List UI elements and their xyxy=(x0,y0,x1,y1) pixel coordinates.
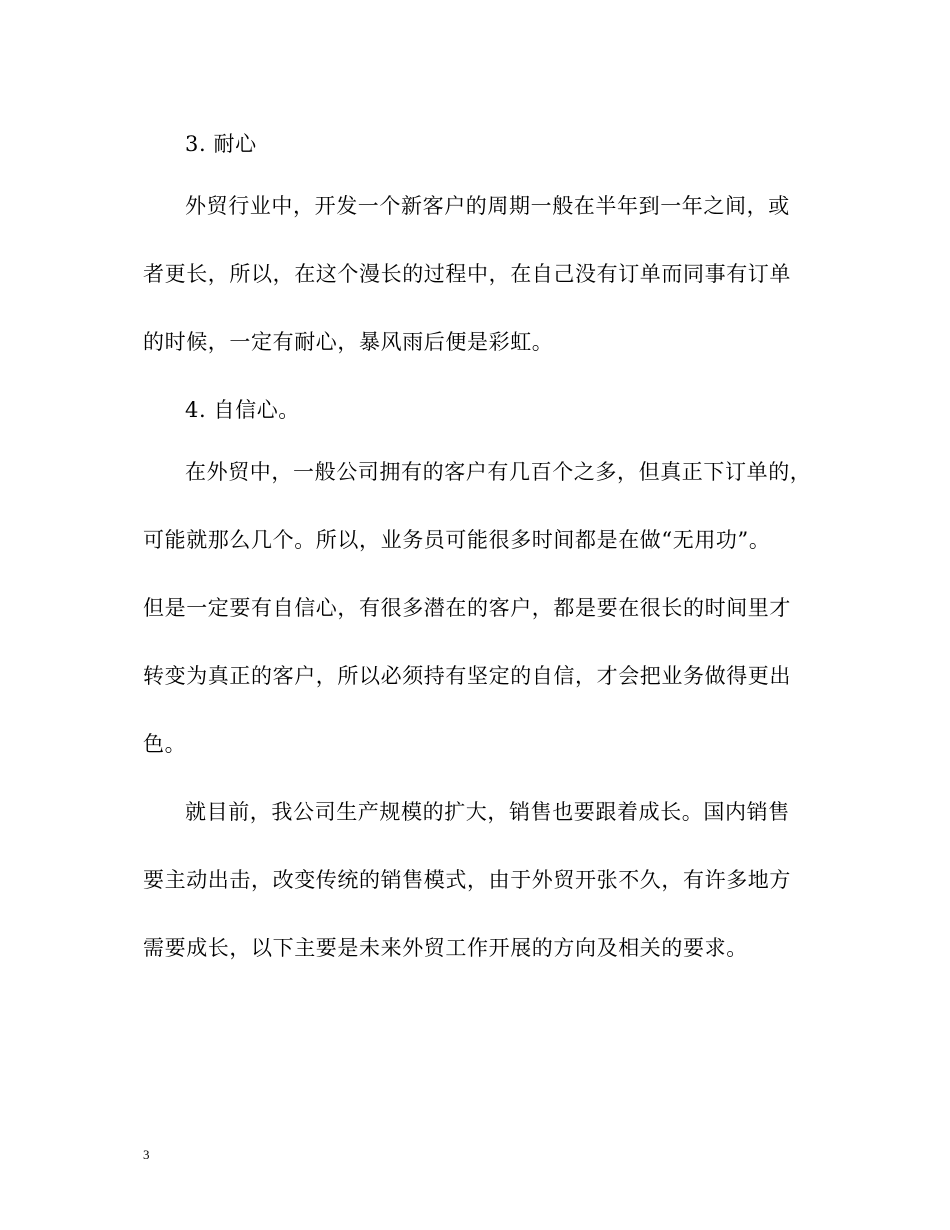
paragraph-line: 要主动出击，改变传统的销售模式，由于外贸开张不久，有许多地方 xyxy=(143,868,791,892)
paragraph-line: 可能就那么几个。所以，业务员可能很多时间都是在做“无用功”。 xyxy=(143,528,771,552)
section-heading-patience: 3. 耐心 xyxy=(185,132,257,156)
paragraph-line: 但是一定要有自信心，有很多潜在的客户，都是要在很长的时间里才 xyxy=(143,596,791,620)
section-heading-confidence: 4. 自信心。 xyxy=(185,398,300,422)
paragraph-line: 转变为真正的客户，所以必须持有坚定的自信，才会把业务做得更出 xyxy=(143,664,791,688)
paragraph-line: 在外贸中，一般公司拥有的客户有几百个之多，但真正下订单的， xyxy=(185,460,812,484)
paragraph-line: 色。 xyxy=(143,732,187,756)
paragraph-line: 者更长，所以，在这个漫长的过程中，在自己没有订单而同事有订单 xyxy=(143,262,791,286)
paragraph-line: 的时候，一定有耐心，暴风雨后便是彩虹。 xyxy=(143,330,554,354)
paragraph-line: 需要成长，以下主要是未来外贸工作开展的方向及相关的要求。 xyxy=(143,936,748,960)
paragraph-line: 就目前，我公司生产规模的扩大，销售也要跟着成长。国内销售 xyxy=(185,800,790,824)
paragraph-line: 外贸行业中，开发一个新客户的周期一般在半年到一年之间，或 xyxy=(185,194,790,218)
page-number: 3 xyxy=(143,1147,150,1162)
